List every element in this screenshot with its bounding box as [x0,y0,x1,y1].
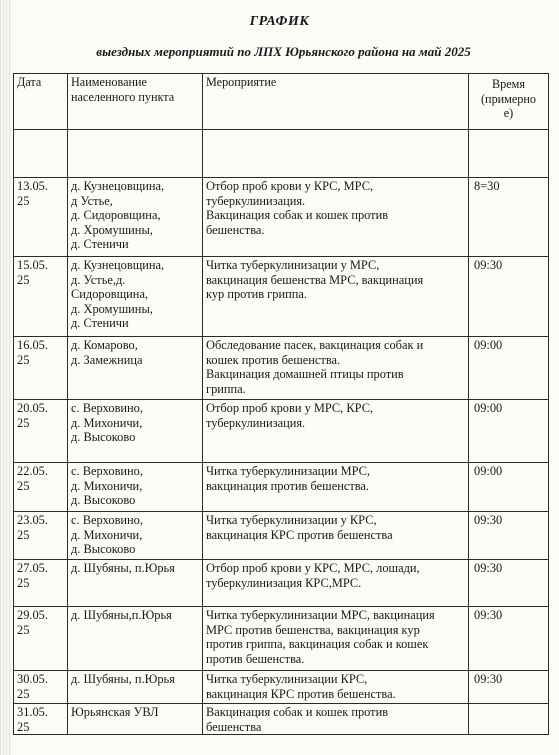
cell-time: 8=30 [469,178,549,257]
header-event: Мероприятие [203,74,469,130]
table-row [14,512,549,560]
header-date: Дата [14,74,68,130]
cell-event: Читка туберкулинизации у МРС, вакцинация бешенства МРС, вакцинация кур против гриппа. [203,257,469,337]
cell-date: 22.05. 25 [14,463,68,512]
cell-time: 09:30 [469,512,549,560]
header-place: Наименование населенного пункта [68,74,203,130]
cell-place: д. Шубяны,п.Юрья [68,607,203,671]
cell-event: Читка туберкулинизации МРС, вакцинация против бешенства. [203,463,469,512]
cell-date: 31.05. 25 [14,704,68,735]
table-row [14,463,549,512]
cell-date [14,130,68,178]
cell-time: 09:30 [469,671,549,704]
cell-event: Читка туберкулинизации у КРС, вакцинация КРС против бешенства [203,512,469,560]
cell-date: 27.05. 25 [14,560,68,607]
cell-event: Отбор проб крови у КРС, МРС, туберкулинизация. Вакцинация собак и кошек против бешенства. [203,178,469,257]
document-subtitle: выездных мероприятий по ЛПХ Юрьянского района на май 2025 [96,44,471,59]
cell-event: Читка туберкулинизации МРС, вакцинация МРС против бешенства, вакцинация кур против гриппа, вакцинация собак и кошек против бешенства. [203,607,469,671]
cell-place: с. Верховино, д. Михоничи, д. Высоково [68,400,203,463]
table-row [14,704,549,735]
cell-event: Обследование пасек, вакцинация собак и кошек против бешенства. Вакцинация домашней птицы против гриппа. [203,337,469,400]
cell-event: Отбор проб крови у МРС, КРС, туберкулинизация. [203,400,469,463]
cell-date: 20.05. 25 [14,400,68,463]
table-row [14,178,549,257]
cell-place: д. Кузнецовщина, д. Устье,д. Сидоровщина, д. Хромушины, д. Стеничи [68,257,203,337]
table-header-row [14,74,549,130]
cell-place: с. Верховино, д. Михоничи, д. Высоково [68,512,203,560]
cell-place: д. Комарово, д. Замежница [68,337,203,400]
table-row [14,560,549,607]
scan-binding-edge [0,0,12,755]
cell-place: д. Шубяны, п.Юрья [68,560,203,607]
cell-time: 09:30 [469,560,549,607]
cell-place [68,130,203,178]
cell-date: 16.05. 25 [14,337,68,400]
cell-time: 09:00 [469,400,549,463]
document-title: ГРАФИК [249,14,310,29]
cell-date: 15.05. 25 [14,257,68,337]
table-row [14,337,549,400]
cell-date: 29.05. 25 [14,607,68,671]
cell-date: 23.05. 25 [14,512,68,560]
cell-time [469,130,549,178]
cell-date: 13.05. 25 [14,178,68,257]
table-row [14,400,549,463]
cell-time: 09:30 [469,607,549,671]
table-row [14,671,549,704]
cell-place: д. Кузнецовщина, д Устье, д. Сидоровщина, д. Хромушины, д. Стеничи [68,178,203,257]
cell-place: Юрьянская УВЛ [68,704,203,735]
cell-event: Отбор проб крови у КРС, МРС, лошади, туберкулинизация КРС,МРС. [203,560,469,607]
cell-event: Вакцинация собак и кошек против бешенства [203,704,469,735]
cell-date: 30.05. 25 [14,671,68,704]
table-row [14,130,549,178]
cell-time: 09:30 [469,257,549,337]
cell-event [203,130,469,178]
schedule-table [13,73,549,735]
cell-time: 09:00 [469,337,549,400]
cell-time: 09:00 [469,463,549,512]
table-row [14,607,549,671]
cell-place: д. Шубяны, п.Юрья [68,671,203,704]
cell-event: Читка туберкулинизации КРС, вакцинация КРС против бешенства. [203,671,469,704]
header-time: Время (примерно е) [469,74,549,130]
cell-place: с. Верховино, д. Михоничи, д. Высоково [68,463,203,512]
table-row [14,257,549,337]
cell-time [469,704,549,735]
